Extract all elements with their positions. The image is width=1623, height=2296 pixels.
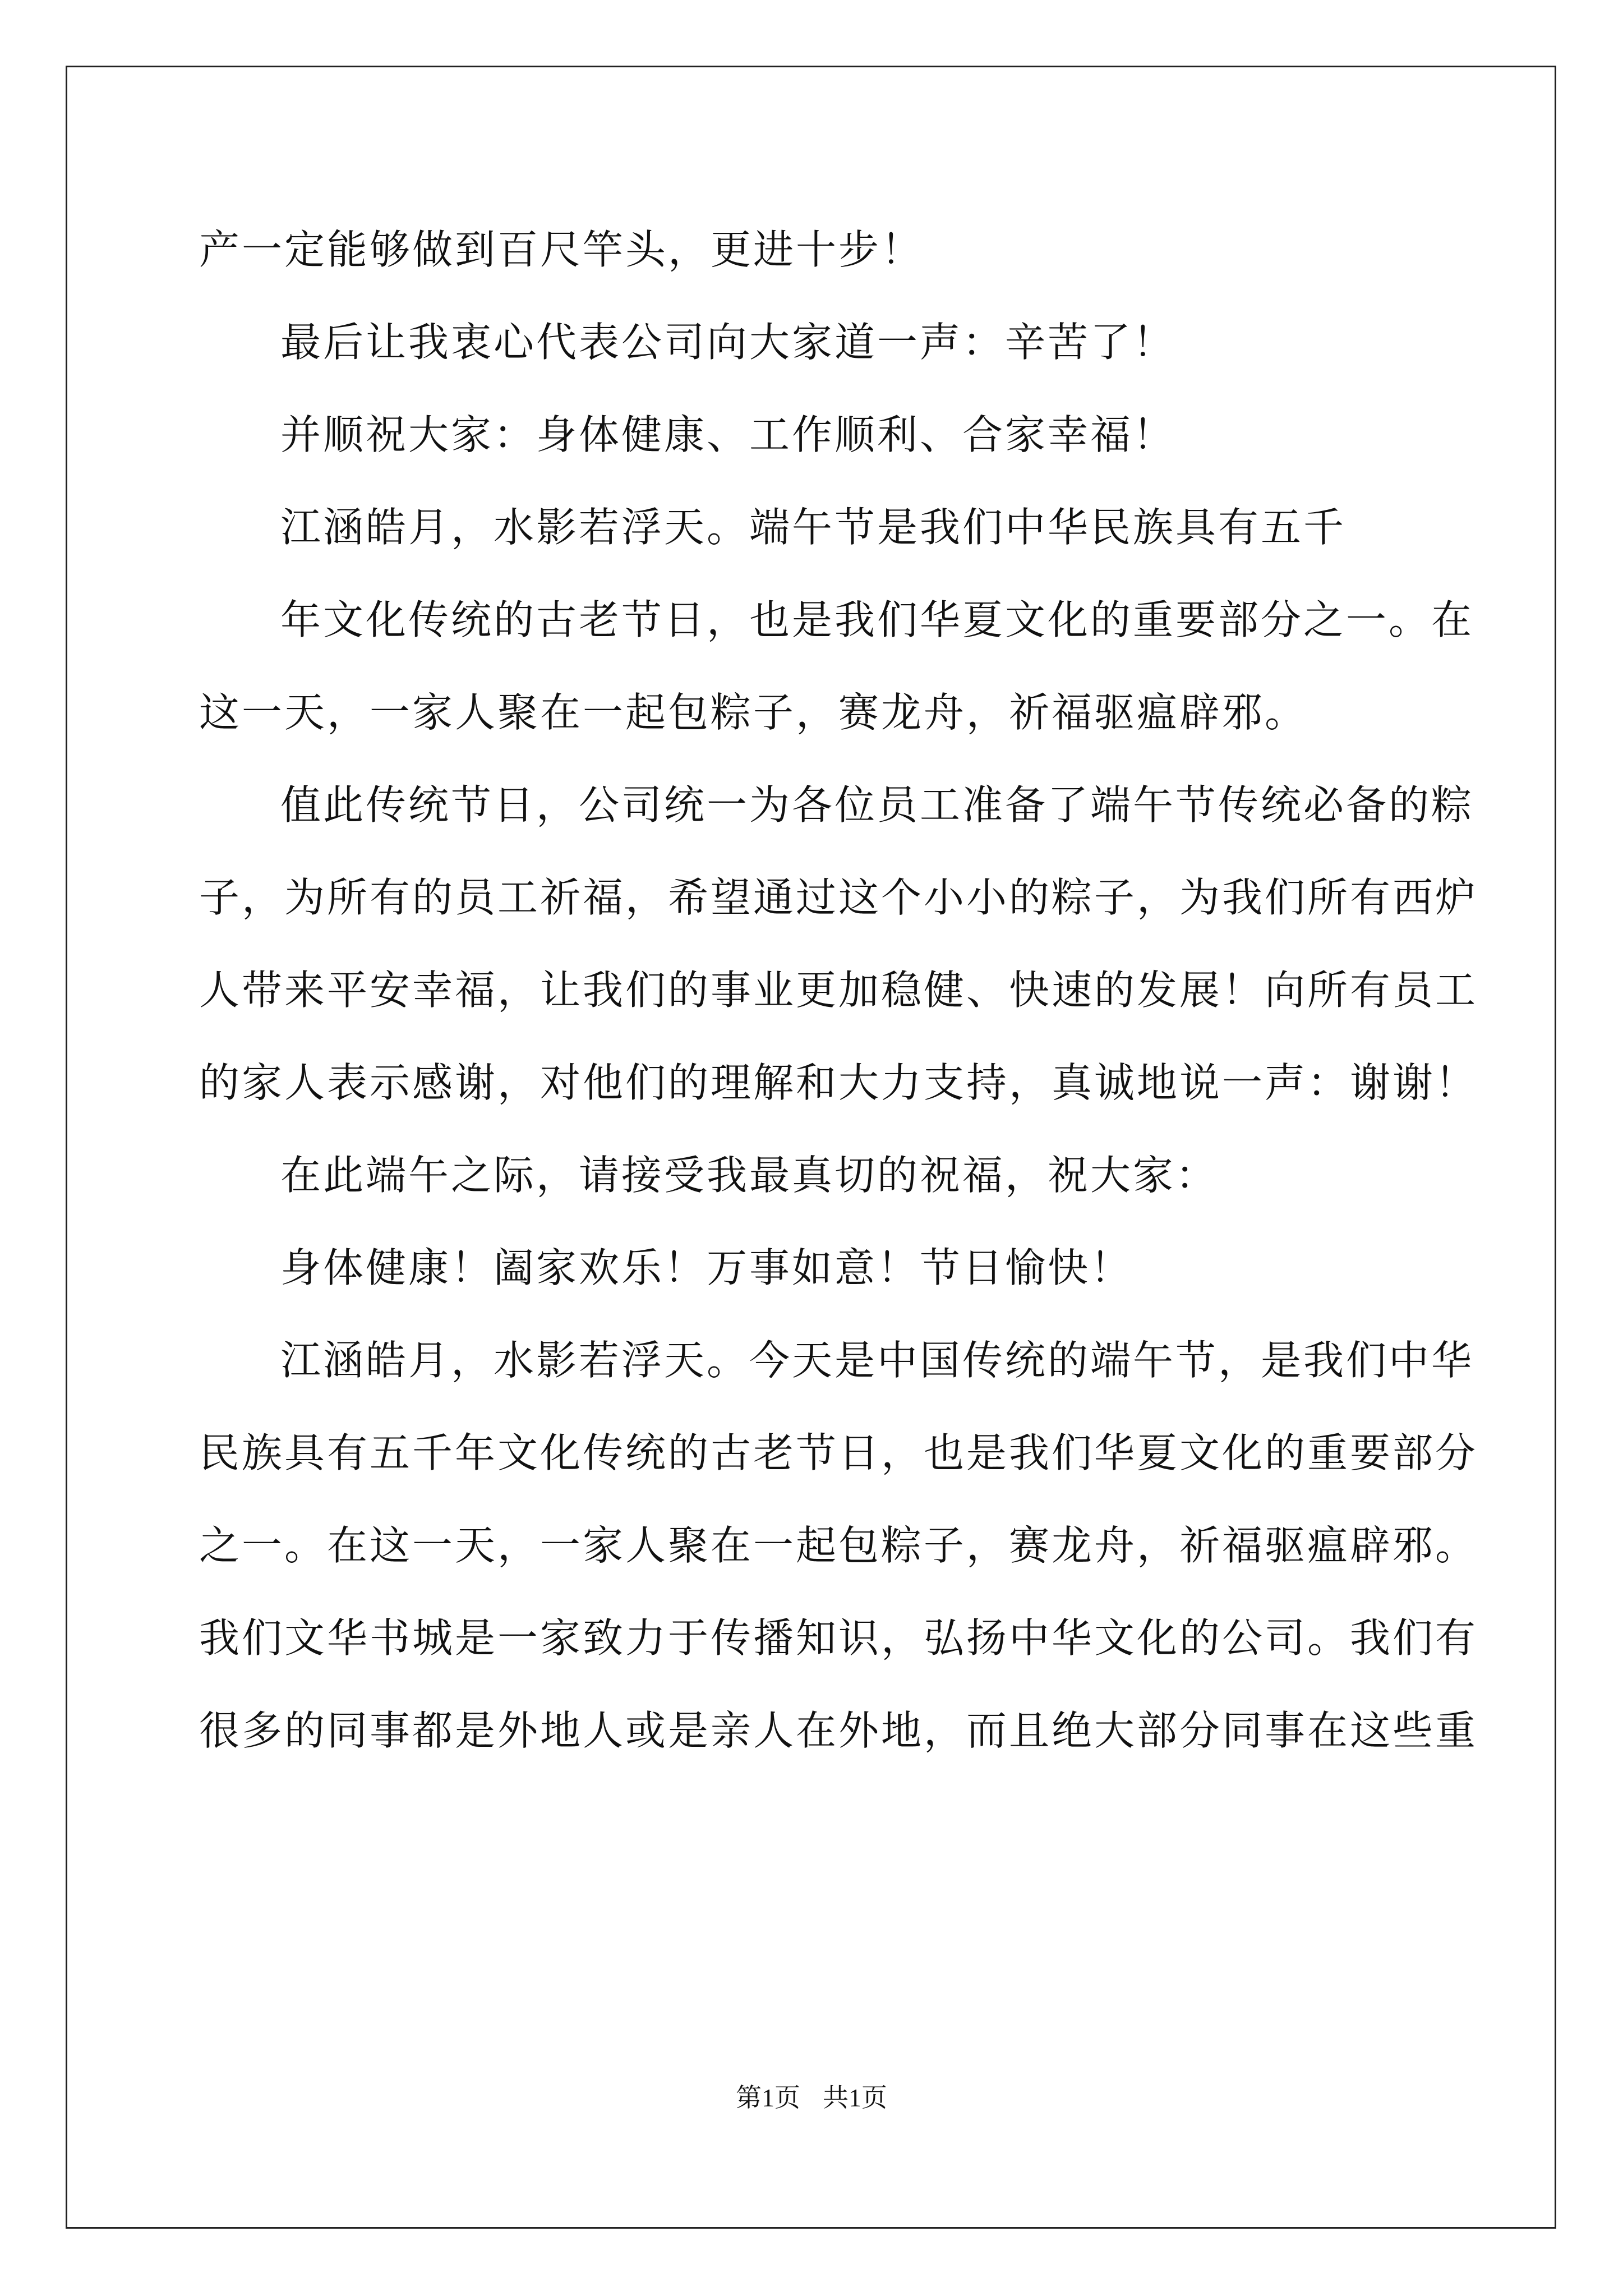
text-line: 值此传统节日，公司统一为各位员工准备了端午节传统必备的粽	[280, 781, 1474, 829]
page-total: 共1页	[823, 2083, 887, 2112]
text-line: 在此端午之际，请接受我最真切的祝福，祝大家：	[280, 1152, 1219, 1199]
text-line: 我们文华书城是一家致力于传播知识，弘扬中华文化的公司。我们有	[199, 1614, 1478, 1662]
text-line: 之一。在这一天，一家人聚在一起包粽子，赛龙舟，祈福驱瘟辟邪。	[199, 1522, 1478, 1569]
text-line: 年文化传统的古老节日，也是我们华夏文化的重要部分之一。在	[280, 596, 1474, 643]
text-line: 子，为所有的员工祈福，希望通过这个小小的粽子，为我们所有西炉	[199, 874, 1478, 921]
page-footer	[0, 2082, 1623, 2114]
text-line: 并顺祝大家：身体健康、工作顺利、合家幸福！	[280, 411, 1176, 458]
text-line: 的家人表示感谢，对他们的理解和大力支持，真诚地说一声：谢谢！	[199, 1059, 1478, 1106]
text-line: 江涵皓月，水影若浮天。端午节是我们中华民族具有五千	[280, 504, 1347, 551]
page-number: 第1页	[736, 2083, 800, 2112]
page-border	[66, 66, 1556, 2229]
text-line: 产一定能够做到百尺竿头，更进十步！	[199, 226, 924, 273]
text-line: 人带来平安幸福，让我们的事业更加稳健、快速的发展！向所有员工	[199, 967, 1478, 1014]
text-line: 江涵皓月，水影若浮天。今天是中国传统的端午节，是我们中华	[280, 1337, 1474, 1384]
text-line: 最后让我衷心代表公司向大家道一声：辛苦了！	[280, 319, 1176, 366]
text-line: 民族具有五千年文化传统的古老节日，也是我们华夏文化的重要部分	[199, 1429, 1478, 1476]
text-line: 身体健康！阖家欢乐！万事如意！节日愉快！	[280, 1244, 1133, 1291]
text-line: 很多的同事都是外地人或是亲人在外地，而且绝大部分同事在这些重	[199, 1707, 1478, 1754]
text-line: 这一天，一家人聚在一起包粽子，赛龙舟，祈福驱瘟辟邪。	[199, 689, 1308, 736]
